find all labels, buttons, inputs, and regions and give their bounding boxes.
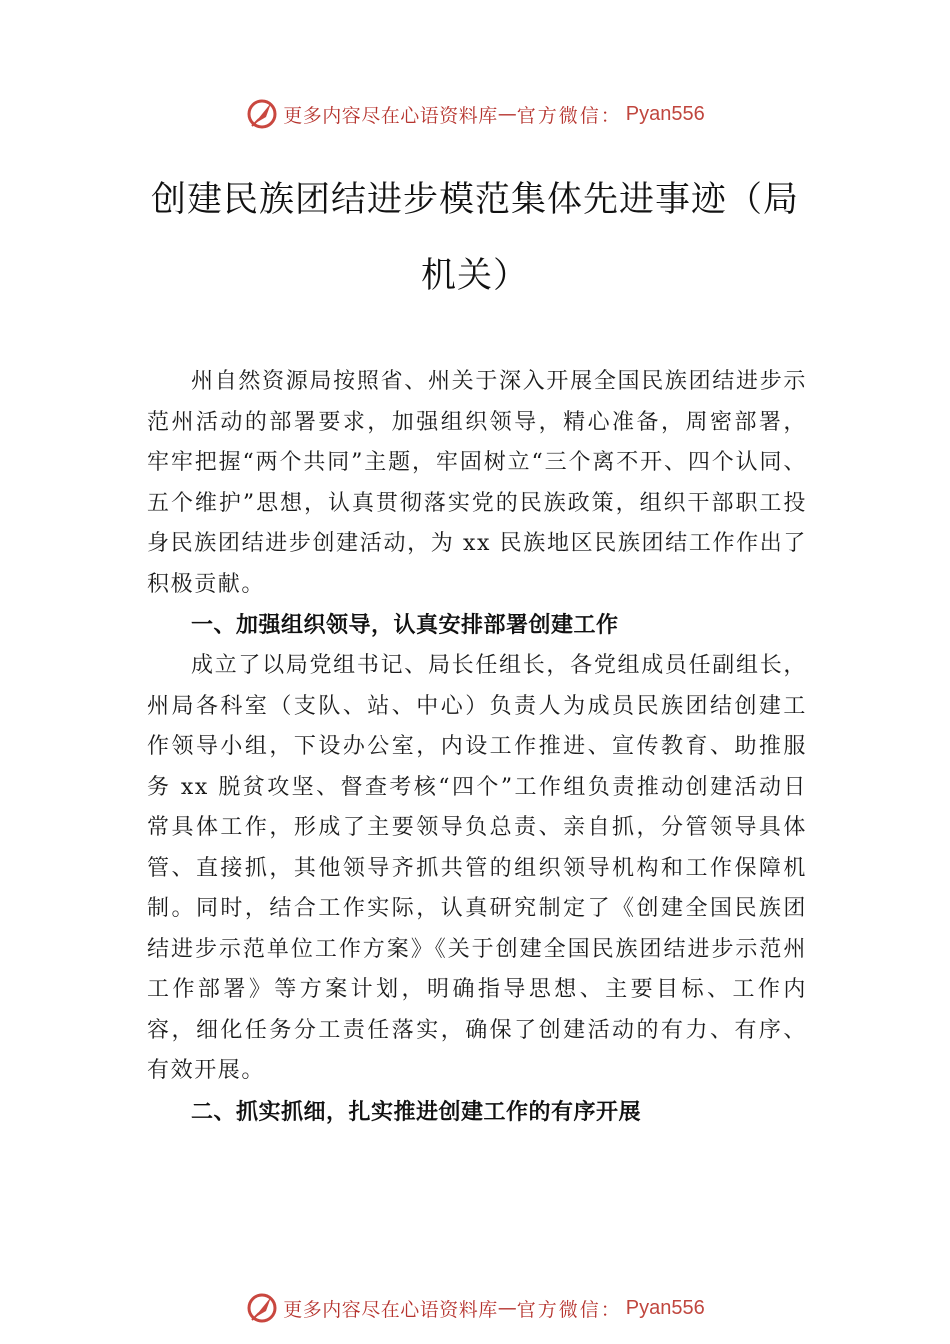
footer-watermark — [0, 1286, 950, 1330]
watermark-wechat-label: 官方微信： — [516, 1298, 622, 1321]
watermark-dash: — — [497, 1297, 517, 1319]
feather-logo-icon — [245, 97, 279, 131]
watermark-wechat-label: 官方微信： — [516, 104, 622, 127]
watermark-wechat-id: Pyan556 — [625, 102, 705, 125]
section-1-paragraph: 成立了以局党组书记、局长任组长，各党组成员任副组长，州局各科室（支队、站、中心）负责人为成员民族团结创建工作领导小组，下设办公室，内设工作推进、宣传教育、助推服务 xx 脱贫攻坚、督查考核“四个”工作组负责推动创建活动日常具体工作，形成了主要领导负总责、亲自抓，分管领导具体管、直接抓，其他领导齐抓共管的组织领导机构和工作保障机制。同时，结合工作实际，认真研究制定了《创建全国民族团结进步示范单位工作方案》《关于创建全国民族团结进步示范州工作部署》等方案计划，明确指导思想、主要目标、工作内容，细化任务分工责任落实，确保了创建活动的有力、有序、有效开展。 — [147, 653, 807, 1083]
watermark-main-text: 更多内容尽在心语资料库 — [283, 104, 498, 127]
intro-paragraph: 州自然资源局按照省、州关于深入开展全国民族团结进步示范州活动的部署要求，加强组织领导，精心准备，周密部署，牢牢把握“两个共同”主题，牢固树立“三个离不开、四个认同、五个维护”思想，认真贯彻落实党的民族政策，组织干部职工投身民族团结进步创建活动，为 xx 民族地区民族团结工作作出了积极贡献。 — [147, 369, 807, 597]
document-body — [147, 362, 807, 1133]
section-2-heading: 二、抓实抓细，扎实推进创建工作的有序开展 — [191, 1099, 642, 1125]
header-watermark — [0, 92, 950, 136]
watermark-wechat-id: Pyan556 — [625, 1296, 705, 1319]
feather-logo-icon — [245, 1291, 279, 1325]
watermark-main-text: 更多内容尽在心语资料库 — [283, 1298, 498, 1321]
section-1-heading: 一、加强组织领导，认真安排部署创建工作 — [191, 613, 619, 638]
document-title: 创建民族团结进步模范集体先进事迹（局机关） — [150, 180, 799, 296]
watermark-dash: — — [497, 103, 517, 125]
